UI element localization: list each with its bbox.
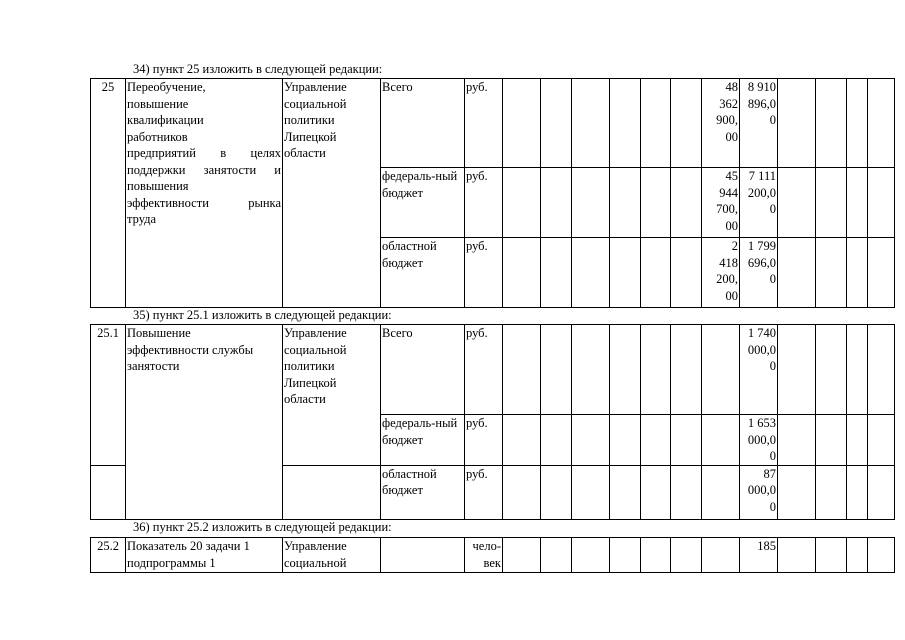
value-cell-b: 1 653 000,0 0: [740, 415, 778, 466]
item-name-line: занятости: [127, 359, 180, 373]
table-item-25-2: [90, 537, 895, 573]
item-name-line: повышение: [127, 96, 189, 111]
funding-source: [381, 538, 465, 573]
amendment-caption-36: 36) пункт 25.2 изложить в следующей редакции:: [133, 520, 392, 534]
value-cell-b: 8 910 896,0 0: [740, 79, 778, 168]
funding-source: областной бюджет: [381, 465, 465, 519]
item-number: 25: [91, 79, 126, 308]
value-cell-b: 185: [740, 538, 778, 573]
item-number: 25.2: [91, 538, 126, 573]
item-name-line: поддержки занятости и: [127, 162, 281, 177]
item-name-line: эффективности службы: [127, 342, 254, 357]
item-name-line: квалификации: [127, 113, 204, 127]
table-row: [91, 538, 895, 573]
item-name-line: труда: [127, 212, 157, 226]
funding-source: Всего: [381, 325, 465, 415]
executor: Управление социальной: [283, 538, 381, 573]
table-row: [91, 79, 895, 168]
item-name-line: Переобучение,: [127, 80, 206, 94]
amendment-caption-34: 34) пункт 25 изложить в следующей редакции:: [133, 62, 383, 76]
funding-source: областной бюджет: [381, 238, 465, 308]
unit: руб.: [465, 415, 503, 466]
executor: Управление социальной политики Липецкой области: [283, 79, 381, 308]
unit: руб.: [465, 238, 503, 308]
unit: руб.: [465, 465, 503, 519]
value-cell-b: 1 740 000,0 0: [740, 325, 778, 415]
item-name: [126, 325, 283, 520]
table-item-25: [90, 78, 895, 308]
value-cell-b: 87 000,0 0: [740, 465, 778, 519]
value-cell-a: 48 362 900, 00: [702, 79, 740, 168]
table-row: [91, 325, 895, 415]
amendment-caption-35: 35) пункт 25.1 изложить в следующей редакции:: [133, 308, 392, 322]
unit: руб.: [465, 325, 503, 415]
value-cell-a: 45 944 700, 00: [702, 168, 740, 238]
item-name-line: работников: [127, 129, 188, 144]
funding-source: Всего: [381, 79, 465, 168]
item-name-line: эффективности рынка: [127, 195, 281, 210]
item-name: Показатель 20 задачи 1 подпрограммы 1: [126, 538, 283, 573]
item-name-line: Повышение: [127, 326, 191, 340]
item-name-line: повышения: [127, 179, 189, 193]
item-number: 25.1: [91, 325, 126, 466]
value-cell-b: 1 799 696,0 0: [740, 238, 778, 308]
unit: чело-век: [465, 538, 503, 573]
unit: руб.: [465, 79, 503, 168]
unit: руб.: [465, 168, 503, 238]
item-name-line: предприятий в целях: [127, 146, 281, 160]
value-cell-b: 7 111 200,0 0: [740, 168, 778, 238]
funding-source: федераль-ный бюджет: [381, 168, 465, 238]
funding-source: федераль-ный бюджет: [381, 415, 465, 466]
executor: Управление социальной политики Липецкой области: [283, 325, 381, 466]
table-item-25-1: [90, 324, 895, 520]
item-name: [126, 79, 283, 308]
value-cell-a: 2 418 200, 00: [702, 238, 740, 308]
